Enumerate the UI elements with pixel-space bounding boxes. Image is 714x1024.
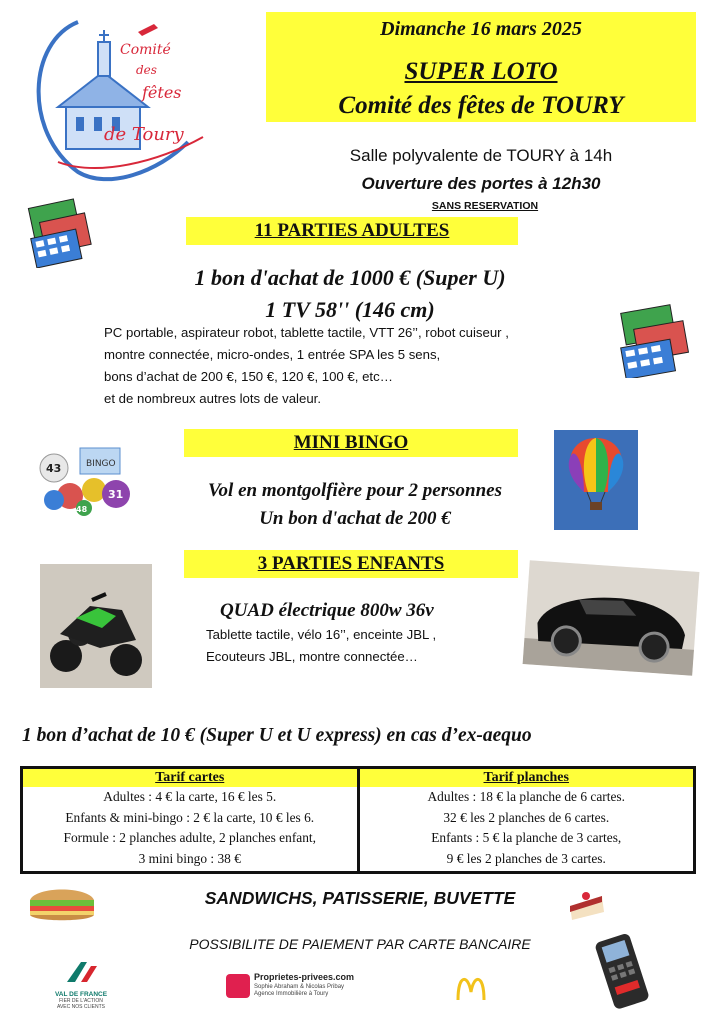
adults-lot-line: et de nombreux autres lots de valeur. <box>104 391 321 406</box>
house-icon <box>226 974 250 998</box>
tarif-line: Enfants & mini-bingo : 2 € la carte, 10 € les 6. <box>65 809 315 825</box>
pp-name: Proprietes-privees.com <box>254 972 355 982</box>
tarif-cartes-heading: Tarif cartes <box>23 769 357 787</box>
card-terminal-image <box>590 932 656 1010</box>
tarif-line: Adultes : 18 € la planche de 6 cartes. <box>427 789 625 804</box>
mini-bingo-heading-banner <box>184 429 518 457</box>
tarif-line: 3 mini bingo : 38 € <box>138 850 241 866</box>
comite-logo <box>18 12 218 182</box>
bingo-balls-image <box>30 442 134 518</box>
bingo-ball-number: 31 <box>108 488 124 501</box>
mini-bingo-prize-balloon: Vol en montgolfière pour 2 personnes <box>207 480 502 501</box>
event-organizer: Comité des fêtes de TOURY <box>338 92 624 119</box>
hot-air-balloon-image <box>554 430 638 530</box>
mini-bingo-heading: MINI BINGO <box>293 432 409 453</box>
header-banner <box>266 12 696 122</box>
event-title: SUPER LOTO <box>404 58 558 85</box>
pp-sub: Agence Immobilière à Toury <box>254 991 329 997</box>
children-heading-banner <box>184 550 518 578</box>
adults-lots-list <box>104 322 604 410</box>
credit-agricole-icon <box>61 958 101 986</box>
tarif-planches-column <box>357 769 694 871</box>
ca-line2: FIER DE L'ACTION <box>59 998 103 1004</box>
tarif-line: Formule : 2 planches adulte, 2 planches enfant, <box>63 830 316 845</box>
adults-heading: 11 PARTIES ADULTES <box>254 220 450 241</box>
pp-agents: Sophie Abraham & Nicolas Pribay <box>254 984 345 990</box>
event-date: Dimanche 16 mars 2025 <box>380 18 582 40</box>
proprietes-privees-logo <box>226 972 376 1002</box>
adults-prize-voucher: 1 bon d'achat de 1000 € (Super U) <box>194 265 506 290</box>
tarif-table <box>20 766 696 874</box>
adults-lot-line: bons d’achat de 200 €, 150 €, 120 €, 100 €, etc… <box>104 369 393 384</box>
doors-open: Ouverture des portes à 12h30 <box>361 174 601 193</box>
bingo-cards-image <box>24 196 100 268</box>
electric-quad-image <box>40 564 152 688</box>
bingo-ball-word: BINGO <box>86 459 116 469</box>
children-prize-quad: QUAD électrique 800w 36v <box>220 600 434 621</box>
cake-image <box>566 886 608 922</box>
logo-line4: de Toury <box>104 124 184 145</box>
tie-note: 1 bon d’achat de 10 € (Super U et U express) en cas d’ex-aequo <box>22 725 532 746</box>
no-reservation: SANS RESERVATION <box>431 200 539 212</box>
venue-location: Salle polyvalente de TOURY à 14h <box>349 146 613 165</box>
mini-bingo-prize-voucher: Un bon d'achat de 200 € <box>259 508 451 529</box>
children-lot-line: Ecouteurs JBL, montre connectée… <box>206 649 418 664</box>
ca-line1: VAL DE FRANCE <box>54 991 108 998</box>
adults-lot-line: montre connectée, micro-ondes, 1 entrée SPA les 5 sens, <box>104 347 441 362</box>
payment-info: POSSIBILITE DE PAIEMENT PAR CARTE BANCAIRE <box>189 936 531 952</box>
electric-toy-car-image <box>523 560 700 676</box>
logo-line2: des <box>136 63 157 77</box>
bingo-ball-number: 48 <box>76 505 88 514</box>
tarif-line: Enfants : 5 € la planche de 3 cartes, <box>431 830 622 845</box>
logo-line3: fêtes <box>142 83 182 102</box>
credit-agricole-logo <box>50 958 112 1018</box>
mcdonalds-logo <box>456 970 486 1002</box>
children-lots-list <box>206 624 536 668</box>
food-offer: SANDWICHS, PATISSERIE, BUVETTE <box>204 888 516 908</box>
tarif-cartes-column <box>23 769 357 871</box>
sandwich-image <box>26 880 98 924</box>
bingo-cards-image <box>612 304 696 378</box>
logo-line1: Comité <box>120 42 171 58</box>
bingo-ball-number: 43 <box>46 462 62 475</box>
tarif-line: 9 € les 2 planches de 3 cartes. <box>446 850 606 866</box>
tarif-line: 32 € les 2 planches de 6 cartes. <box>443 809 610 825</box>
children-heading: 3 PARTIES ENFANTS <box>257 553 445 574</box>
ca-line3: AVEC NOS CLIENTS <box>57 1004 105 1010</box>
adults-lot-line: PC portable, aspirateur robot, tablette tactile, VTT 26’’, robot cuiseur , <box>104 325 509 340</box>
children-lot-line: Tablette tactile, vélo 16’’, enceinte JBL , <box>206 627 437 642</box>
adults-heading-banner <box>186 217 518 245</box>
tarif-line: Adultes : 4 € la carte, 16 € les 5. <box>103 789 277 804</box>
adults-prize-tv: 1 TV 58'' (146 cm) <box>265 297 435 322</box>
tarif-planches-heading: Tarif planches <box>360 769 694 787</box>
